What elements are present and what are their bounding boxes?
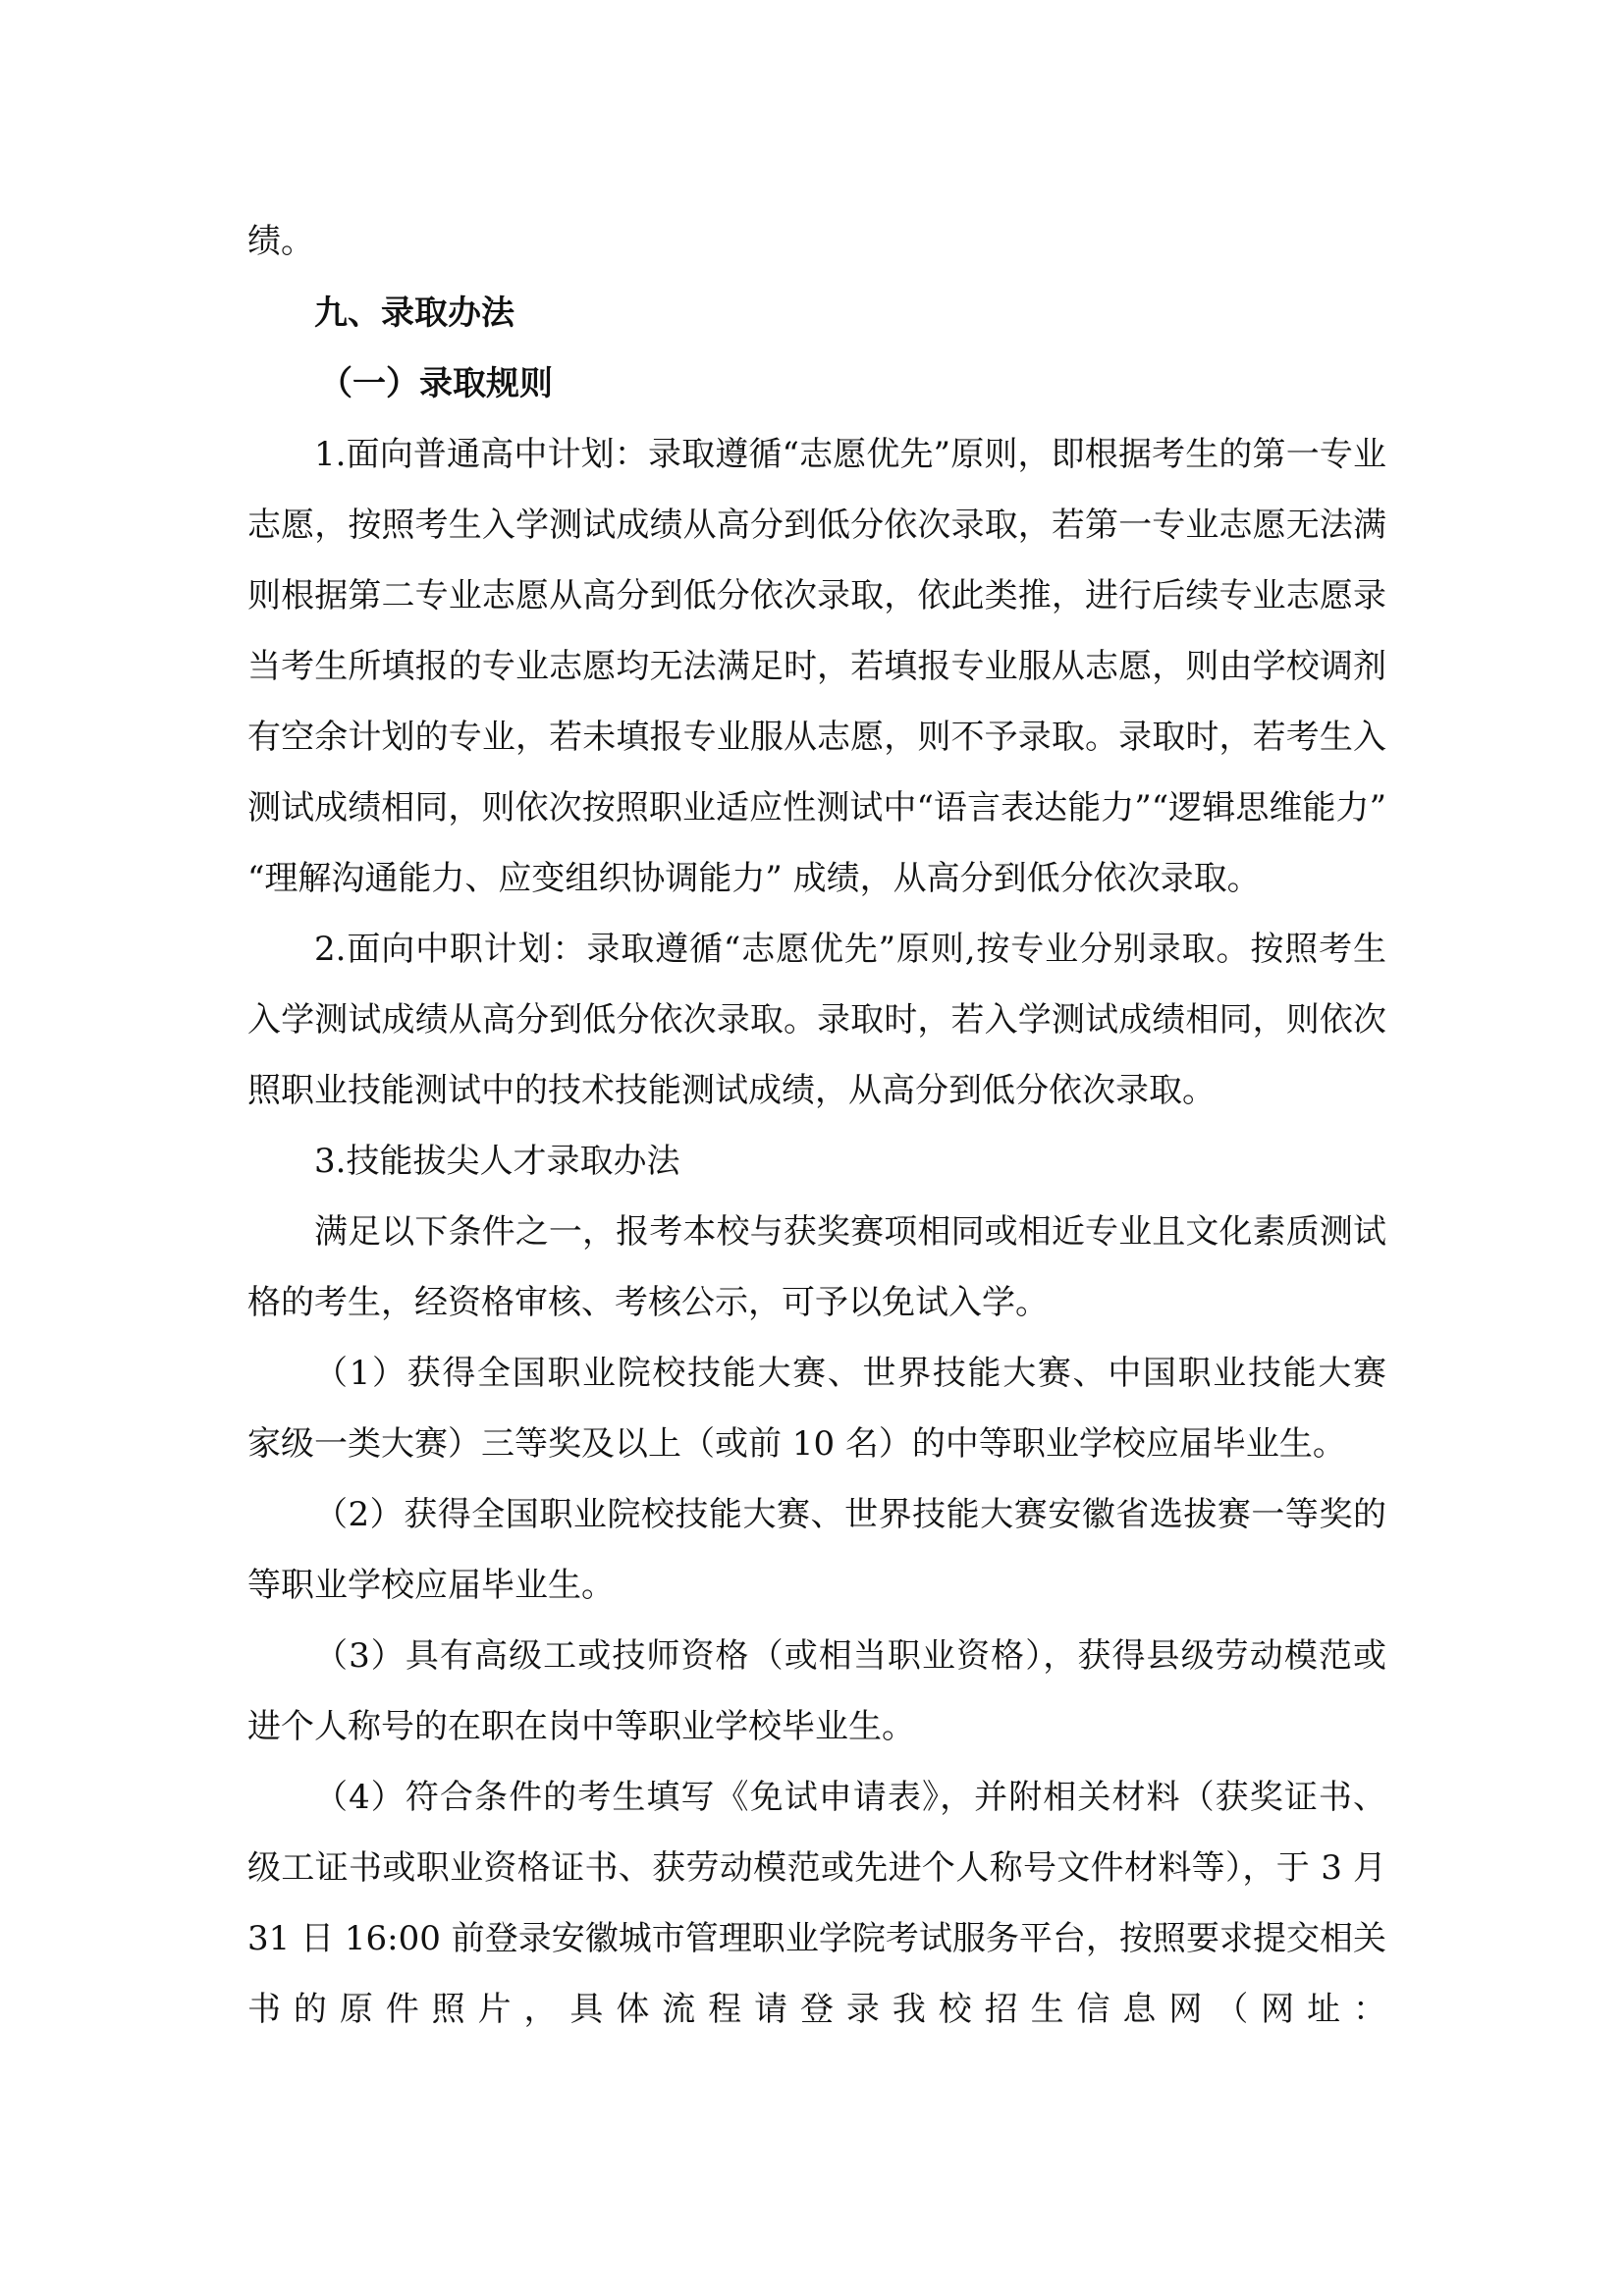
subsection-heading: （一）录取规则 (319, 364, 553, 403)
paragraph-line: 则根据第二专业志愿从高分到低分依次录取，依此类推，进行后续专业志愿录 (247, 576, 1386, 615)
paragraph-line: 志愿，按照考生入学测试成绩从高分到低分依次录取，若第一专业志愿无法满 (247, 506, 1386, 545)
paragraph-line: （1）获得全国职业院校技能大赛、世界技能大赛、中国职业技能大赛 (314, 1354, 1386, 1393)
paragraph-line: 格的考生，经资格审核、考核公示，可予以免试入学。 (247, 1283, 1049, 1322)
paragraph-line: 2.面向中职计划：录取遵循“志愿优先”原则,按专业分别录取。按照考生 (314, 930, 1386, 969)
section-heading: 九、录取办法 (314, 294, 514, 333)
paragraph-line: （4）符合条件的考生填写《免试申请表》，并附相关材料（获奖证书、 (314, 1778, 1386, 1817)
paragraph-line: 照职业技能测试中的技术技能测试成绩，从高分到低分依次录取。 (247, 1071, 1216, 1110)
paragraph-line: 级工证书或职业资格证书、获劳动模范或先进个人称号文件材料等），于 3 月 (247, 1848, 1386, 1888)
paragraph-line: （3）具有高级工或技师资格（或相当职业资格），获得县级劳动模范或 (314, 1636, 1386, 1676)
paragraph-line: 等职业学校应届毕业生。 (247, 1566, 615, 1605)
paragraph-line: 进个人称号的在职在岗中等职业学校毕业生。 (247, 1707, 915, 1746)
paragraph-line: 满足以下条件之一，报考本校与获奖赛项相同或相近专业且文化素质测试 (314, 1212, 1386, 1252)
paragraph-line: “理解沟通能力、应变组织协调能力” 成绩，从高分到低分依次录取。 (247, 859, 1261, 898)
paragraph-line: 入学测试成绩从高分到低分依次录取。录取时，若入学测试成绩相同，则依次 (247, 1000, 1386, 1040)
paragraph-line: 31 日 16:00 前登录安徽城市管理职业学院考试服务平台，按照要求提交相关 (247, 1919, 1386, 1958)
paragraph-line: 家级一类大赛）三等奖及以上（或前 10 名）的中等职业学校应届毕业生。 (247, 1424, 1346, 1464)
paragraph-line: 3.技能拔尖人才录取办法 (314, 1142, 680, 1181)
paragraph-line: 绩。 (247, 222, 314, 261)
paragraph-line: （2）获得全国职业院校技能大赛、世界技能大赛安徽省选拔赛一等奖的 (314, 1495, 1386, 1534)
paragraph-line: 当考生所填报的专业志愿均无法满足时，若填报专业服从志愿，则由学校调剂 (247, 647, 1386, 686)
paragraph-line: 测试成绩相同，则依次按照职业适应性测试中“语言表达能力”“逻辑思维能力” (247, 788, 1386, 828)
paragraph-line: 有空余计划的专业，若未填报专业服从志愿，则不予录取。录取时，若考生入 (247, 718, 1386, 757)
paragraph-line: 1.面向普通高中计划：录取遵循“志愿优先”原则，即根据考生的第一专业 (314, 435, 1386, 474)
paragraph-line: 书 的 原 件 照 片 ， 具 体 流 程 请 登 录 我 校 招 生 信 息 网 （ 网 址 ： (247, 1990, 1386, 2029)
